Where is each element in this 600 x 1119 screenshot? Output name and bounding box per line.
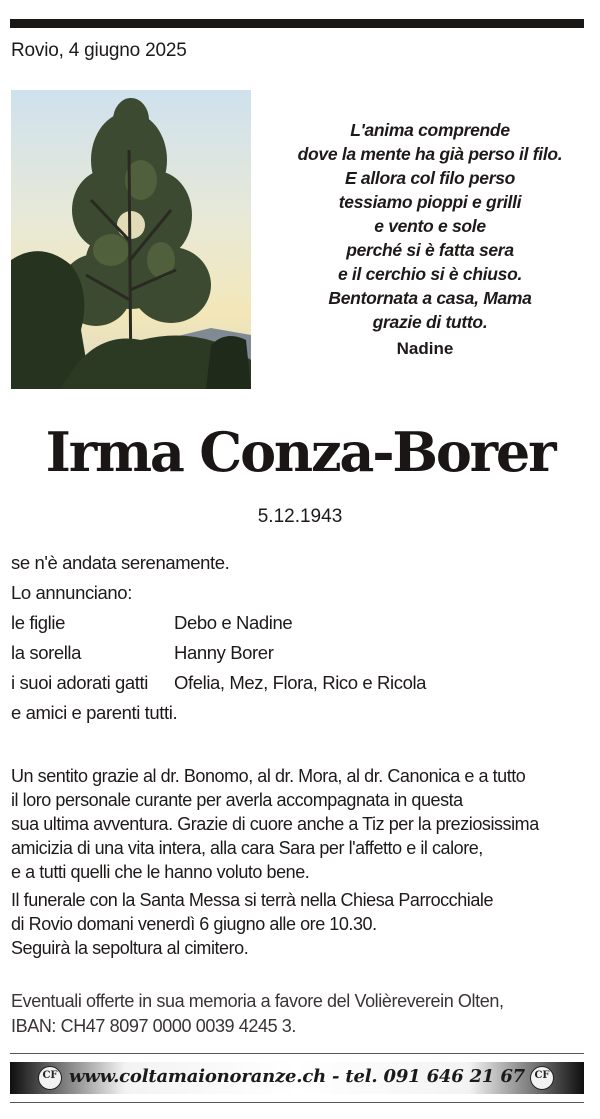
mourner-row — [11, 638, 426, 668]
mourner-row — [11, 608, 426, 638]
thanks-line: Un sentito grazie al dr. Bonomo, al dr. Mora, al dr. Canonica e a tutto — [11, 766, 526, 786]
thanks-paragraph — [11, 764, 596, 884]
poem-line: dove la mente ha già perso il filo. — [297, 144, 563, 164]
thanks-line: e a tutti quelli che le hanno voluto bene. — [11, 862, 310, 882]
poem-line: Bentornata a casa, Mama — [328, 288, 532, 308]
poem-line: e vento e sole — [374, 216, 486, 236]
footer-bar — [10, 1062, 584, 1094]
poem-author: Nadine — [396, 339, 454, 358]
announcement-line: Lo annunciano: — [11, 582, 132, 603]
mourner-names: Hanny Borer — [174, 642, 274, 663]
tree-sunset-photo — [11, 90, 251, 389]
mourner-row — [11, 668, 426, 698]
footer-top-rule — [10, 1053, 584, 1054]
donations-line: Eventuali offerte in sua memoria a favore del Volièreverein Olten, — [11, 991, 504, 1011]
poem-line: perché si è fatta sera — [346, 240, 514, 260]
mourner-names: Ofelia, Mez, Flora, Rico e Ricola — [174, 672, 427, 693]
donations-note — [11, 989, 596, 1039]
poem-line: L'anima comprende — [350, 120, 510, 140]
logo-text: CF — [42, 1070, 58, 1081]
poem-line: E allora col filo perso — [344, 168, 516, 188]
birth-date: 5.12.1943 — [257, 506, 343, 527]
footer-bottom-rule — [10, 1102, 584, 1103]
thanks-line: sua ultima avventura. Grazie di cuore anche a Tiz per la preziosissima — [11, 814, 539, 834]
mourner-relation: i suoi adorati gatti — [11, 672, 149, 693]
top-rule — [10, 19, 584, 28]
poem-line: e il cerchio si è chiuso. — [337, 264, 523, 284]
donations-line: IBAN: CH47 8097 0000 0039 4245 3. — [11, 1016, 297, 1036]
dateline: Rovio, 4 giugno 2025 — [11, 40, 187, 61]
mourner-names: Debo e Nadine — [174, 612, 293, 633]
thanks-line: il loro personale curante per averla accompagnata in questa — [11, 790, 463, 810]
funeral-line: Seguirà la sepoltura al cimitero. — [11, 938, 249, 958]
funeral-home-logo-icon — [530, 1066, 554, 1090]
footer-contact[interactable]: www.coltamaionoranze.ch - tel. 091 646 21 67 — [69, 1066, 525, 1087]
mourner-relation: le figlie — [11, 612, 65, 633]
poem — [270, 118, 590, 334]
deceased-name: Irma Conza-Borer — [45, 420, 555, 484]
funeral-paragraph — [11, 888, 596, 960]
funeral-line: Il funerale con la Santa Messa si terrà nella Chiesa Parrocchiale — [11, 890, 494, 910]
thanks-line: amicizia di una vita intera, alla cara Sara per l'affetto e il calore, — [11, 838, 483, 858]
poem-line: grazie di tutto. — [372, 312, 488, 332]
announcement-closing: e amici e parenti tutti. — [11, 702, 178, 723]
announcement-line: se n'è andata serenamente. — [11, 552, 230, 573]
poem-line: tessiamo pioppi e grilli — [338, 192, 522, 212]
funeral-line: di Rovio domani venerdì 6 giugno alle ore 10.30. — [11, 914, 377, 934]
logo-text: CF — [534, 1070, 550, 1081]
announcement — [11, 548, 426, 728]
mourner-relation: la sorella — [11, 642, 82, 663]
thanks-section — [11, 764, 596, 964]
